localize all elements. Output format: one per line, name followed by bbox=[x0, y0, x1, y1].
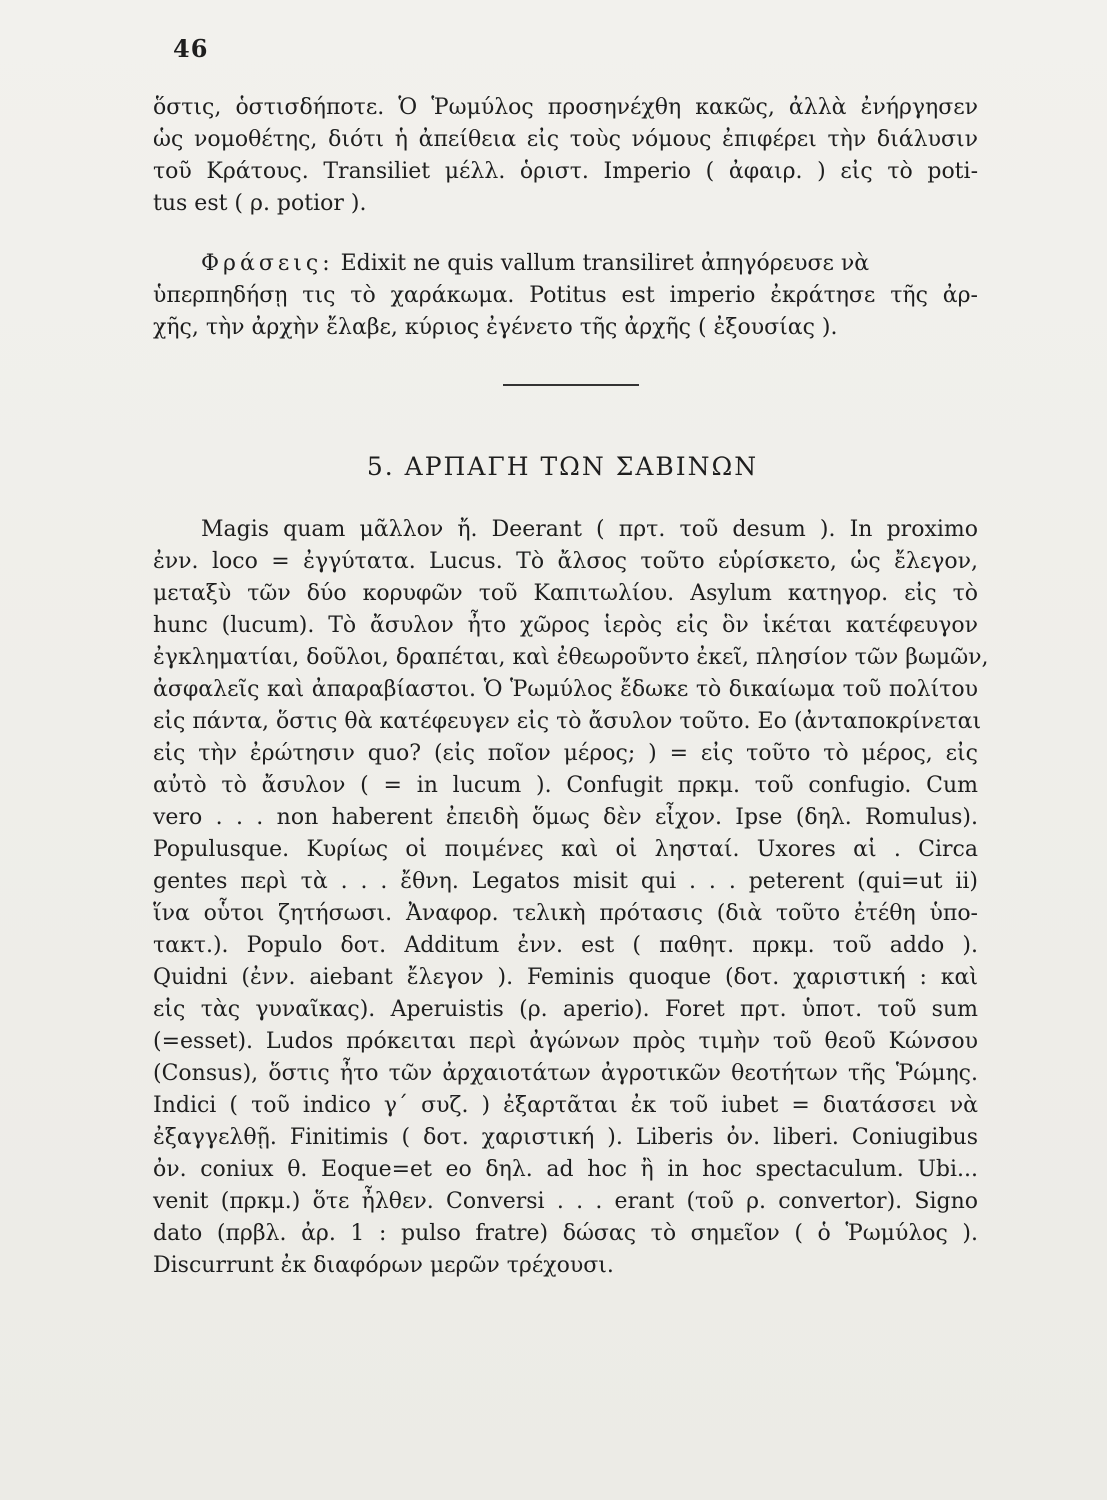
phrases-paragraph bbox=[153, 248, 978, 344]
section-divider bbox=[503, 384, 639, 386]
text-line: (Consus), ὅστις ἦτο τῶν ἀρχαιοτάτων ἀγροτικῶν θεοτήτων τῆς Ῥώμης. bbox=[153, 1061, 978, 1086]
text-line: tus est ( ρ. potior ). bbox=[153, 191, 367, 216]
text-line: αὐτὸ τὸ ἄσυλον ( = in lucum ). Confugit πρκμ. τοῦ confugio. Cum bbox=[153, 773, 978, 798]
text-line: τοῦ Κράτους. Transiliet μέλλ. ὁριστ. Imperio ( ἀφαιρ. ) εἰς τὸ poti- bbox=[153, 159, 978, 184]
text-line: venit (πρκμ.) ὅτε ἦλθεν. Conversi . . . erant (τοῦ ρ. convertor). Signo bbox=[153, 1189, 978, 1214]
text-line: ἀσφαλεῖς καὶ ἀπαραβίαστοι. Ὁ Ῥωμύλος ἔδωκε τὸ δικαίωμα τοῦ πολίτου bbox=[153, 677, 978, 702]
phrases-label: Φράσεις: bbox=[201, 251, 334, 276]
text-line: χῆς, τὴν ἀρχὴν ἔλαβε, κύριος ἐγένετο τῆς ἀρχῆς ( ἐξουσίας ). bbox=[153, 315, 838, 340]
text-line: ἐξαγγελθῇ. Finitimis ( δοτ. χαριστική ). Liberis ὀν. liberi. Coniugibus bbox=[153, 1125, 978, 1150]
text-line: τακτ.). Populo δοτ. Additum ἐνν. est ( παθητ. πρκμ. τοῦ addo ). bbox=[153, 933, 978, 958]
text-line: Magis quam μᾶλλον ἤ. Deerant ( πρτ. τοῦ desum ). In proximo bbox=[201, 517, 978, 542]
text-line: εἰς πάντα, ὅστις θὰ κατέφευγεν εἰς τὸ ἄσυλον τοῦτο. Eo (ἀνταποκρίνεται bbox=[153, 709, 982, 734]
text-line: ἵνα οὗτοι ζητήσωσι. Ἀναφορ. τελικὴ πρότασις (διὰ τοῦτο ἐτέθη ὑπο- bbox=[153, 901, 978, 926]
page-number: 46 bbox=[173, 34, 209, 63]
text-line: ὀν. coniux θ. Eoque=et eo δηλ. ad hoc ἢ in hoc spectaculum. Ubi... bbox=[153, 1157, 978, 1182]
text-line: (=esset). Ludos πρόκειται περὶ ἀγώνων πρὸς τιμὴν τοῦ θεοῦ Κώνσου bbox=[153, 1029, 978, 1054]
text-line: ἐγκληματίαι, δοῦλοι, δραπέται, καὶ ἐθεωροῦντο ἐκεῖ, πλησίον τῶν βωμῶν, bbox=[153, 645, 989, 670]
text-line: ὡς νομοθέτης, διότι ἡ ἀπείθεια εἰς τοὺς νόμους ἐπιφέρει τὴν διάλυσιν bbox=[153, 127, 978, 152]
text-line: Populusque. Κυρίως οἱ ποιμένες καὶ οἱ λησταί. Uxores αἱ . Circa bbox=[153, 837, 978, 862]
text-line: Discurrunt ἐκ διαφόρων μερῶν τρέχουσι. bbox=[153, 1253, 614, 1278]
text-line: Quidni (ἐνν. aiebant ἔλεγον ). Feminis quoque (δοτ. χαριστική : καὶ bbox=[153, 965, 978, 990]
text-line: dato (πρβλ. ἀρ. 1 : pulso fratre) δώσας τὸ σημεῖον ( ὁ Ῥωμύλος ). bbox=[153, 1221, 978, 1246]
phrases-first-line: Edixit ne quis vallum transiliret ἀπηγόρευσε νὰ bbox=[333, 251, 870, 276]
text-line: ὑπερπηδήσῃ τις τὸ χαράκωμα. Potitus est imperio ἐκράτησε τῆς ἀρ- bbox=[153, 283, 978, 308]
text-line: εἰς τὴν ἐρώτησιν quo? (εἰς ποῖον μέρος; ) = εἰς τοῦτο τὸ μέρος, εἰς bbox=[153, 741, 978, 766]
main-paragraph bbox=[153, 514, 989, 1282]
text-line: ὅστις, ὁστισδήποτε. Ὁ Ῥωμύλος προσηνέχθη κακῶς, ἀλλὰ ἐνήργησεν bbox=[153, 95, 978, 120]
text-line: gentes περὶ τὰ . . . ἔθνη. Legatos misit qui . . . peterent (qui=ut ii) bbox=[153, 869, 978, 894]
text-line: vero . . . non haberent ἐπειδὴ ὅμως δὲν εἶχον. Ipse (δηλ. Romulus). bbox=[153, 805, 978, 830]
section-heading: 5. ΑΡΠΑΓΗ ΤΩΝ ΣΑΒΙΝΩΝ bbox=[366, 452, 759, 481]
text-line: Indici ( τοῦ indico γ΄ συζ. ) ἐξαρτᾶται ἐκ τοῦ iubet = διατάσσει νὰ bbox=[153, 1093, 978, 1118]
text-line bbox=[153, 248, 978, 280]
text-line: εἰς τὰς γυναῖκας). Aperuistis (ρ. aperio). Foret πρτ. ὑποτ. τοῦ sum bbox=[153, 997, 978, 1022]
intro-paragraph bbox=[153, 92, 978, 220]
text-line: ἐνν. loco = ἐγγύτατα. Lucus. Τὸ ἄλσος τοῦτο εὑρίσκετο, ὡς ἔλεγον, bbox=[153, 549, 978, 574]
text-line: μεταξὺ τῶν δύο κορυφῶν τοῦ Καπιτωλίου. Asylum κατηγορ. εἰς τὸ bbox=[153, 581, 978, 606]
text-line: hunc (lucum). Τὸ ἄσυλον ἦτο χῶρος ἱερὸς εἰς ὃν ἱκέται κατέφευγον bbox=[153, 613, 978, 638]
